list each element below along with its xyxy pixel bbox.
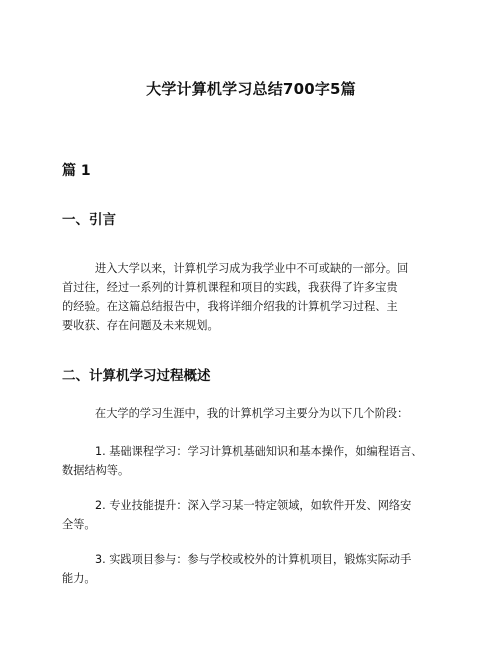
list-item-basic-courses — [62, 442, 442, 480]
list-item-practice-projects — [62, 550, 442, 588]
text-line: 1. 基础课程学习：学习计算机基础知识和基本操作，如编程语言、 — [95, 445, 423, 458]
part-heading: 篇 1 — [62, 163, 91, 179]
text-line: 能力。 — [62, 572, 96, 585]
list-item-skill-improvement — [62, 496, 442, 534]
text-line: 2. 专业技能提升：深入学习某一特定领域，如软件开发、网络安 — [95, 499, 412, 512]
paragraph-overview-intro — [62, 404, 442, 423]
text-line: 首过往，经过一系列的计算机课程和项目的实践，我获得了许多宝贵 — [62, 281, 398, 294]
section-heading-introduction: 一、引言 — [62, 212, 116, 228]
paragraph-introduction — [62, 259, 442, 335]
section-heading-overview: 二、计算机学习过程概述 — [62, 368, 211, 384]
text-line: 的经验。在这篇总结报告中，我将详细介绍我的计算机学习过程、主 — [62, 300, 398, 313]
text-line: 进入大学以来，计算机学习成为我学业中不可或缺的一部分。回 — [95, 262, 409, 275]
text-line: 数据结构等。 — [62, 464, 130, 477]
text-line: 要收获、存在问题及未来规划。 — [62, 319, 219, 332]
text-line: 在大学的学习生涯中，我的计算机学习主要分为以下几个阶段： — [95, 407, 409, 420]
text-line: 全等。 — [62, 518, 96, 531]
text-line: 3. 实践项目参与：参与学校或校外的计算机项目，锻炼实际动手 — [95, 553, 412, 566]
document-title: 大学计算机学习总结700字5篇 — [146, 80, 356, 98]
